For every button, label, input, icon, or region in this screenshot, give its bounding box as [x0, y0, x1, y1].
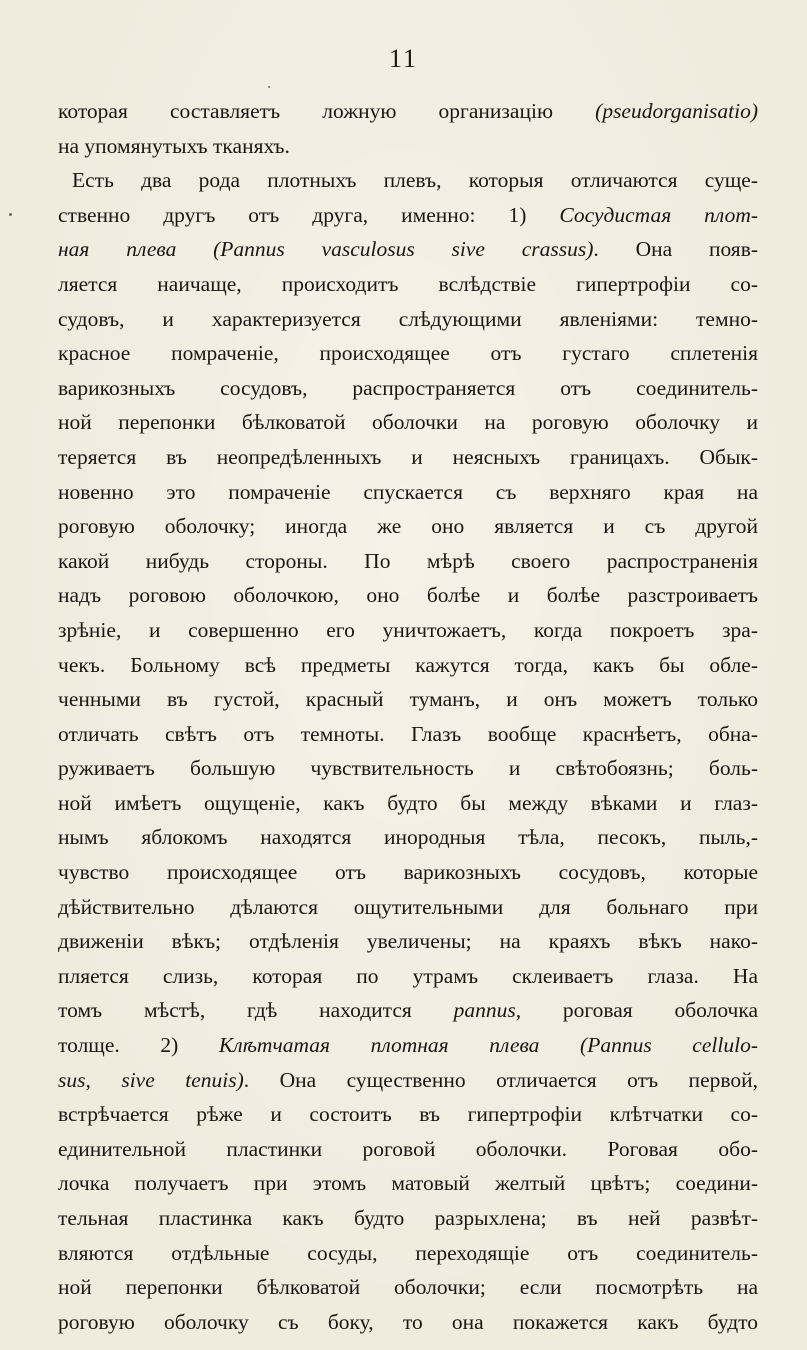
- text-line: [58, 786, 758, 821]
- text-run: руживаетъ большую чувствительность и свѣтобоязнь; боль-: [58, 756, 758, 781]
- italic-term: sus, sive tenuis): [58, 1067, 244, 1092]
- text-run: лочка получаетъ при этомъ матовый желтый цвѣтъ; соедини-: [58, 1171, 758, 1196]
- text-line: [58, 302, 758, 337]
- text-line: [58, 1236, 758, 1271]
- text-run: ченными въ густой, красный туманъ, и онъ можетъ только: [58, 687, 758, 712]
- text-run: надъ роговою оболочкою, оно болѣе и болѣе разстроиваетъ: [58, 583, 758, 608]
- text-line: [58, 405, 758, 440]
- text-line: [58, 509, 758, 544]
- text-run: чекъ. Больному всѣ предметы кажутся тогда, какъ бы обле-: [58, 652, 758, 677]
- text-run: единительной пластинки роговой оболочки. Роговая обо-: [58, 1136, 758, 1161]
- text-run: зрѣніе, и совершенно его уничтожаетъ, когда покроетъ зра-: [58, 617, 758, 642]
- text-run: ной перепонки бѣлковатой оболочки; если посмотрѣть на: [58, 1275, 758, 1300]
- text-line: [58, 1097, 758, 1132]
- text-run: нымъ яблокомъ находятся инородныя тѣла, песокъ, пыль,-: [58, 825, 758, 850]
- text-run: новенно это помраченіе спускается съ верхняго края на: [58, 479, 758, 504]
- italic-term: ная плева (Pannus vasculosus sive crassus): [58, 237, 594, 262]
- text-run: толще. 2): [58, 1033, 219, 1058]
- text-line: [58, 1270, 758, 1305]
- text-line: [58, 613, 758, 648]
- text-line: [58, 440, 758, 475]
- text-line: [58, 924, 758, 959]
- text-line: [58, 959, 758, 994]
- text-run: на упомянутыхъ тканяхъ.: [58, 133, 290, 158]
- text-line: [58, 163, 758, 198]
- paper-speck: [9, 213, 12, 216]
- text-line: [58, 267, 758, 302]
- text-run: ственно другъ отъ друга, именно: 1): [58, 202, 560, 227]
- text-line: [58, 94, 758, 129]
- text-run: роговую оболочку съ боку, то она покажется какъ будто: [58, 1309, 758, 1334]
- text-run: Есть два рода плотныхъ плевъ, которыя отличаются суще-: [72, 168, 758, 193]
- text-line: [58, 544, 758, 579]
- text-run: ляется наичаще, происходитъ вслѣдствіе гипертрофіи со-: [58, 271, 758, 296]
- text-line: [58, 682, 758, 717]
- text-run: теряется въ неопредѣленныхъ и неясныхъ границахъ. Обык-: [58, 444, 758, 469]
- text-run: встрѣчается рѣже и состоитъ въ гипертрофіи клѣтчатки со-: [58, 1102, 758, 1127]
- italic-term: pannus: [453, 998, 516, 1023]
- text-run: дѣйствительно дѣлаются ощутительными для больнаго при: [58, 894, 758, 919]
- text-run: красное помраченіе, происходящее отъ густаго сплетенія: [58, 341, 758, 366]
- text-run: судовъ, и характеризуется слѣдующими явленіями: темно-: [58, 306, 758, 331]
- text-line: [58, 198, 758, 233]
- text-run: томъ мѣстѣ, гдѣ находится: [58, 998, 454, 1023]
- text-line: [58, 336, 758, 371]
- text-line: [58, 717, 758, 752]
- text-run: , роговая оболочка: [515, 998, 759, 1023]
- text-run: движеніи вѣкъ; отдѣленія увеличены; на краяхъ вѣкъ нако-: [58, 929, 758, 954]
- text-run: отличать свѣтъ отъ темноты. Глазъ вообще краснѣетъ, обна-: [58, 721, 758, 746]
- text-run: варикозныхъ сосудовъ, распространяется отъ соединитель-: [58, 375, 758, 400]
- text-run: вляются отдѣльные сосуды, переходящіе отъ соединитель-: [58, 1240, 758, 1265]
- text-run: которая составляетъ ложную организацію: [58, 99, 596, 123]
- text-line: [58, 1305, 758, 1340]
- text-run: тельная пластинка какъ будто разрыхлена; въ ней развѣт-: [58, 1206, 758, 1230]
- text-run: . Она появ-: [593, 237, 758, 262]
- text-run: ной перепонки бѣлковатой оболочки на роговую оболочку и: [58, 410, 758, 435]
- text-run: чувство происходящее отъ варикозныхъ сосудовъ, которые: [58, 860, 758, 885]
- page-number: 11: [388, 44, 419, 73]
- text-run: . Она существенно отличается отъ первой,: [243, 1067, 758, 1092]
- body-text: [58, 94, 758, 1339]
- text-line: [58, 890, 758, 925]
- text-line: [58, 1201, 758, 1236]
- text-line: [58, 855, 758, 890]
- paper-speck: [268, 86, 270, 88]
- text-line: [58, 1028, 758, 1063]
- text-line: [58, 475, 758, 510]
- text-line: [58, 578, 758, 613]
- italic-term: Сосудистая плот-: [559, 202, 759, 227]
- text-line: [58, 1166, 758, 1201]
- text-run: какой нибудь стороны. По мѣрѣ своего распространенія: [58, 548, 758, 573]
- text-run: роговую оболочку; иногда же оно является и съ другой: [58, 514, 758, 539]
- text-line: [58, 1063, 758, 1098]
- text-line: [58, 129, 758, 164]
- italic-term: Клѣтчатая плотная плева (Pannus cellulo-: [218, 1033, 758, 1058]
- text-line: [58, 820, 758, 855]
- text-line: [58, 993, 758, 1028]
- text-line: [58, 232, 758, 267]
- text-line: [58, 751, 758, 786]
- text-run: ной имѣетъ ощущеніе, какъ будто бы между вѣками и глаз-: [58, 790, 758, 815]
- text-run: пляется слизь, которая по утрамъ склеиваетъ глаза. На: [58, 963, 758, 988]
- italic-term: (pseudorganisatio): [595, 99, 758, 123]
- text-line: [58, 371, 758, 406]
- text-line: [58, 648, 758, 683]
- text-line: [58, 1132, 758, 1167]
